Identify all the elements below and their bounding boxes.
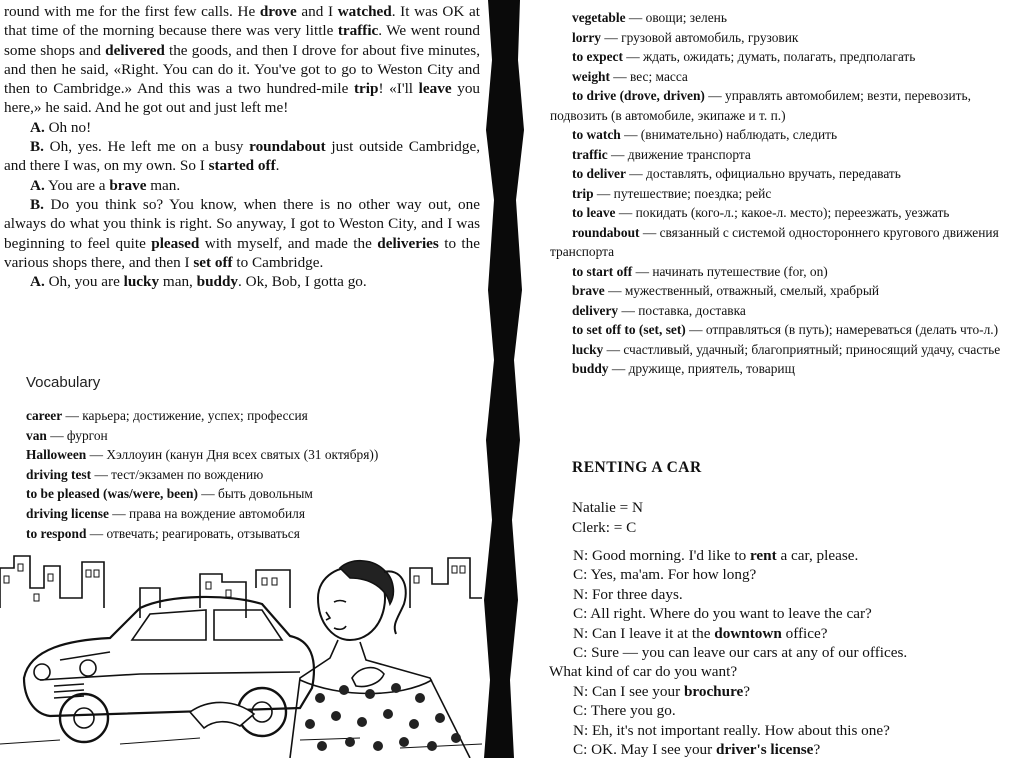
vocabulary-term: driving test	[26, 466, 92, 482]
vocabulary-definition: — путешествие; поездка; рейс	[593, 185, 772, 201]
vocabulary-definition: — движение транспорта	[607, 146, 751, 162]
vocabulary-entry	[550, 28, 1022, 48]
role-entry: Natalie = N	[572, 499, 643, 516]
dialog-line: N: Can I leave it at the downtown office?	[573, 624, 828, 642]
vocabulary-term: brave	[572, 283, 605, 298]
vocabulary-definition: — быть довольным	[197, 486, 313, 502]
vocabulary-definition: — доставлять, официально вручать, передавать	[625, 166, 901, 181]
vocabulary-entry	[550, 301, 1022, 321]
vocabulary-definition: — тест/экзамен по вождению	[91, 466, 264, 482]
vocabulary-entry	[26, 406, 478, 426]
vocabulary-term: to be pleased (was/were, been)	[26, 486, 198, 502]
vocabulary-entry	[550, 67, 1022, 87]
right-vocabulary-list	[550, 8, 1022, 379]
dialog-line: What kind of car do you want?	[549, 663, 738, 681]
vocabulary-definition: — Хэллоуин (канун Дня всех святых (31 октября))	[86, 447, 379, 463]
vocabulary-term: driving license	[26, 505, 109, 521]
vocabulary-definition: — вес; масса	[609, 68, 688, 84]
vocabulary-entry	[550, 125, 1022, 145]
vocabulary-entry	[550, 262, 1022, 282]
vocabulary-definition: — связанный с системой одностороннего кругового движения транспорта	[550, 224, 999, 259]
vocabulary-term: to respond	[26, 525, 87, 541]
vocabulary-definition: — поставка, доставка	[618, 302, 746, 318]
vocabulary-term: van	[26, 427, 47, 443]
left-dialog-text	[4, 2, 480, 291]
vocabulary-term: to watch	[572, 127, 621, 142]
vocabulary-definition: — покидать (кого-л.; какое-л. место); переезжать, уезжать	[615, 205, 950, 220]
dialog-line: C: All right. Where do you want to leave the car?	[573, 605, 872, 623]
dialog-line: C: Sure — you can leave our cars at any of our offices.	[573, 644, 908, 662]
dialog-paragraph: round with me for the first few calls. He drove and I watched. It was OK at that time of the morning because there was very little traffic. We went round some shops and delivered the goods, and then I drove for about five minutes, and then he said, «Right. You can do it. You've got to go to Weston City and then to Cambridge.» And this was a two hundred-mile trip! «I'll leave you here,» he said. And he got out and just left me!	[4, 3, 481, 117]
vocabulary-entry	[550, 359, 1022, 379]
vocabulary-term: delivery	[572, 302, 619, 318]
dialog-paragraph: A. Oh, you are lucky man, buddy. Ok, Bob, I gotta go.	[30, 273, 367, 291]
vocabulary-definition: — карьера; достижение, успех; профессия	[62, 408, 308, 423]
vocabulary-definition: — ждать, ожидать; думать, полагать, предполагать	[622, 49, 916, 64]
vocabulary-definition: — счастливый, удачный; благоприятный; приносящий удачу, счастье	[603, 341, 1001, 357]
vocabulary-entry	[550, 145, 1022, 165]
vocabulary-entry	[550, 8, 1022, 28]
vocabulary-entry	[26, 524, 478, 544]
section-title: RENTING A CAR	[572, 459, 702, 476]
vocabulary-definition: — права на вождение автомобиля	[108, 505, 305, 521]
dialog-line: C: Yes, ma'am. For how long?	[573, 566, 757, 584]
vocabulary-entry	[550, 320, 1022, 340]
vocabulary-entry	[550, 281, 1022, 301]
vocabulary-definition: — (внимательно) наблюдать, следить	[620, 127, 838, 142]
vocabulary-heading: Vocabulary	[26, 374, 101, 391]
right-dialog-text	[549, 546, 1022, 759]
dialog-line: C: There you go.	[573, 702, 676, 720]
vocabulary-definition: — дружище, приятель, товарищ	[608, 361, 795, 376]
vocabulary-definition: — фургон	[46, 427, 108, 443]
vocabulary-definition: — овощи; зелень	[625, 10, 727, 25]
dialog-line: N: Can I see your brochure?	[573, 682, 751, 700]
vocabulary-term: to set off to (set, set)	[572, 322, 686, 337]
vocabulary-term: vegetable	[572, 10, 626, 25]
dialog-paragraph: A. You are a brave man.	[30, 176, 181, 194]
car-and-woman-illustration	[0, 548, 482, 758]
vocabulary-entry	[550, 86, 1022, 125]
vocabulary-entry	[26, 445, 478, 465]
vocabulary-entry	[26, 426, 478, 446]
vocabulary-entry	[26, 484, 478, 504]
vocabulary-definition: — управлять автомобилем; везти, перевозить, подвозить (в автомобиле, экипаже и т. п.)	[550, 88, 971, 123]
role-legend	[572, 498, 643, 538]
vocabulary-entry	[550, 164, 1022, 184]
vocabulary-term: Halloween	[26, 447, 87, 463]
dialog-paragraph: A. Oh no!	[30, 118, 92, 136]
vocabulary-term: roundabout	[572, 224, 640, 240]
vocabulary-term: to expect	[572, 49, 623, 64]
dialog-paragraph: B. Oh, yes. He left me on a busy roundabout just outside Cambridge, and there I was, on my own. So I started off.	[4, 138, 480, 175]
vocabulary-entry	[26, 504, 478, 524]
vocabulary-definition: — начинать путешествие (for, on)	[632, 263, 828, 279]
vocabulary-entry	[26, 465, 478, 485]
vocabulary-term: to start off	[572, 263, 633, 279]
vocabulary-entry	[550, 223, 1022, 262]
vocabulary-term: traffic	[572, 146, 608, 162]
dialog-line: C: OK. May I see your driver's license?	[573, 741, 821, 759]
vocabulary-entry	[550, 203, 1022, 223]
role-entry: Clerk: = C	[572, 519, 637, 536]
dialog-line: N: Eh, it's not important really. How about this one?	[573, 721, 890, 739]
left-page	[0, 0, 490, 758]
vocabulary-term: to deliver	[572, 166, 626, 181]
vocabulary-term: buddy	[572, 361, 609, 376]
dialog-paragraph: B. Do you think so? You know, when there is no other way out, one always do what you think is right. So anyway, I got to Weston City, and I was beginning to feel quite pleased with myself, and made the deliveries to the various shops there, and then I set off to Cambridge.	[4, 195, 480, 271]
vocabulary-entry	[550, 340, 1022, 360]
vocabulary-definition: — отправляться (в путь); намереваться (делать что-л.)	[685, 322, 999, 337]
vocabulary-term: lucky	[572, 341, 604, 357]
left-vocabulary-list	[26, 406, 478, 543]
vocabulary-term: lorry	[572, 29, 601, 45]
vocabulary-term: to leave	[572, 205, 616, 220]
vocabulary-term: weight	[572, 68, 610, 84]
vocabulary-definition: — грузовой автомобиль, грузовик	[601, 29, 799, 45]
vocabulary-entry	[550, 47, 1022, 67]
vocabulary-term: career	[26, 408, 63, 423]
vocabulary-definition: — отвечать; реагировать, отзываться	[86, 525, 300, 541]
dialog-line: N: Good morning. I'd like to rent a car, please.	[573, 547, 859, 564]
vocabulary-term: to drive (drove, driven)	[572, 88, 705, 103]
dialog-line: N: For three days.	[573, 585, 683, 603]
vocabulary-definition: — мужественный, отважный, смелый, храбрый	[604, 283, 879, 298]
vocabulary-term: trip	[572, 185, 594, 201]
vocabulary-entry	[550, 184, 1022, 204]
